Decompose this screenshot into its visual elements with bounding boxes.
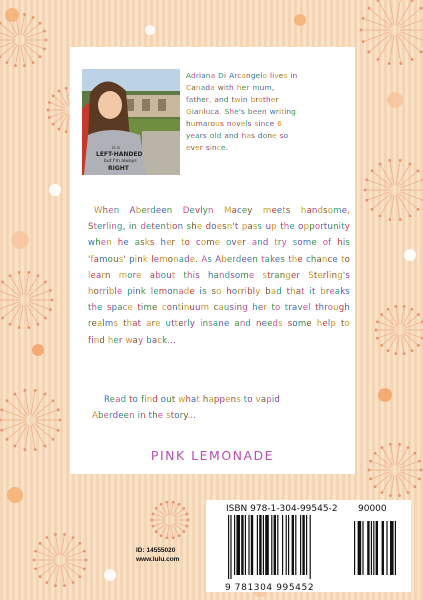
- isbn-label: [226, 504, 416, 514]
- isbn-barcode: [226, 515, 406, 581]
- bio-line: Gianluca. She's been writing: [186, 107, 296, 116]
- outro-line-1: Read to find out what happens to vapid: [104, 395, 280, 405]
- bio-line: Canada with her mum,: [186, 83, 275, 92]
- price-code: 90000: [358, 504, 387, 514]
- outro-line-2: Aberdeen in the story...: [92, 411, 197, 421]
- author-bio: [186, 70, 352, 154]
- shirt-text-1: is a: [112, 146, 120, 151]
- shirt-text-4: RIGHT: [108, 165, 129, 172]
- book-blurb: When Aberdeen Devlyn Macey meets handsome, Sterling, in detention she doesn't pass up the opportunity when he asks her to come over and try some of his 'famous' pink lemonade. As Aberdeen takes the chance to learn more about this handsome stranger Sterling's horrible pink lemonade is so horribly bad that it breaks the space time continuum causing her to travel through realms that are utterly insane and needs some help to find her way back...: [88, 206, 351, 346]
- shirt-text-2: LEFT-HANDED: [96, 151, 143, 158]
- bio-line: humarous novels since 6: [186, 119, 282, 128]
- bio-line: father, and twin brother: [186, 95, 279, 104]
- book-title: PINK LEMONADE: [150, 448, 275, 463]
- barcode-number: 9 781304 995452: [225, 583, 315, 593]
- author-photo: [82, 69, 180, 175]
- bio-line: ever since.: [186, 143, 229, 152]
- blurb-outro: [92, 392, 344, 424]
- bio-line: years old and has done so: [186, 131, 289, 140]
- publisher-url: www.lulu.com: [136, 556, 180, 563]
- shirt-text-3: but I'm always: [104, 159, 137, 164]
- publisher-id: ID: 14555020: [136, 547, 176, 554]
- bio-line: Adriana Di Arcangelo lives in: [186, 71, 298, 80]
- isbn-number: ISBN 978-1-304-99545-2: [226, 504, 338, 514]
